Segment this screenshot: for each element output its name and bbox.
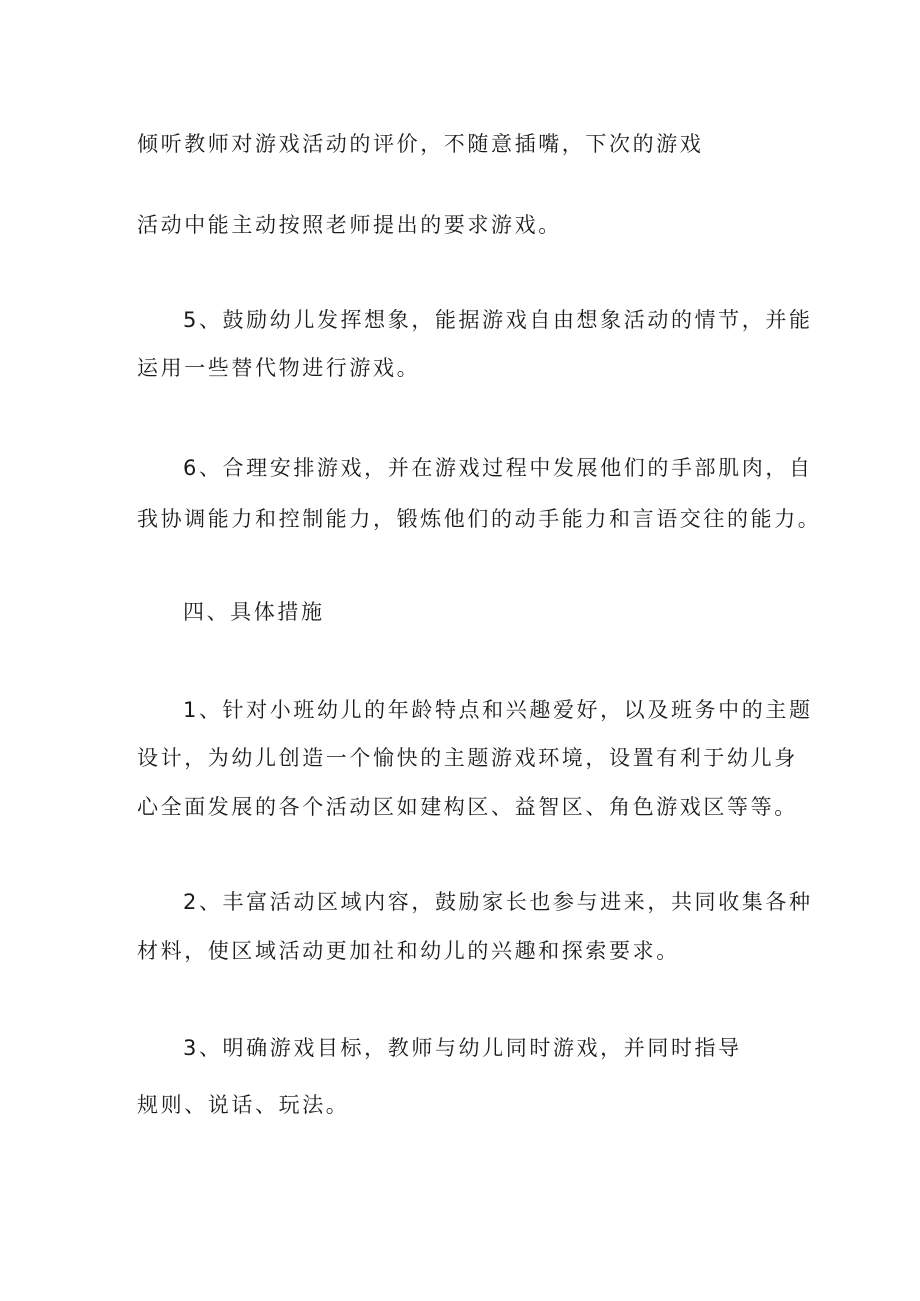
text-line: 材料，使区域活动更加社和幼儿的兴趣和探索要求。 (137, 939, 680, 963)
text-line: 设计，为幼儿创造一个愉快的主题游戏环境，设置有利于幼儿身 (137, 746, 798, 770)
paragraph-6-line: 6、合理安排游戏，并在游戏过程中发展他们的手部肌肉，自 (183, 456, 813, 480)
text-line: 我协调能力和控制能力，锻炼他们的动手能力和言语交往的能力。 (137, 507, 822, 531)
section-heading: 四、具体措施 (183, 600, 325, 624)
measure-2-line: 2、丰富活动区域内容，鼓励家长也参与进来，共同收集各种 (183, 890, 813, 914)
measure-3-line: 3、明确游戏目标，教师与幼儿同时游戏，并同时指导 (183, 1036, 742, 1060)
text-line: 规则、说话、玩法。 (137, 1093, 350, 1117)
text-line: 运用一些替代物进行游戏。 (137, 356, 421, 380)
text-line: 活动中能主动按照老师提出的要求游戏。 (137, 213, 562, 237)
text-line: 心全面发展的各个活动区如建构区、益智区、角色游戏区等等。 (137, 795, 798, 819)
text-line: 倾听教师对游戏活动的评价，不随意插嘴，下次的游戏 (137, 132, 704, 156)
measure-1-line: 1、针对小班幼儿的年龄特点和兴趣爱好，以及班务中的主题 (183, 698, 813, 722)
paragraph-5-line: 5、鼓励幼儿发挥想象，能据游戏自由想象活动的情节，并能 (183, 308, 813, 332)
